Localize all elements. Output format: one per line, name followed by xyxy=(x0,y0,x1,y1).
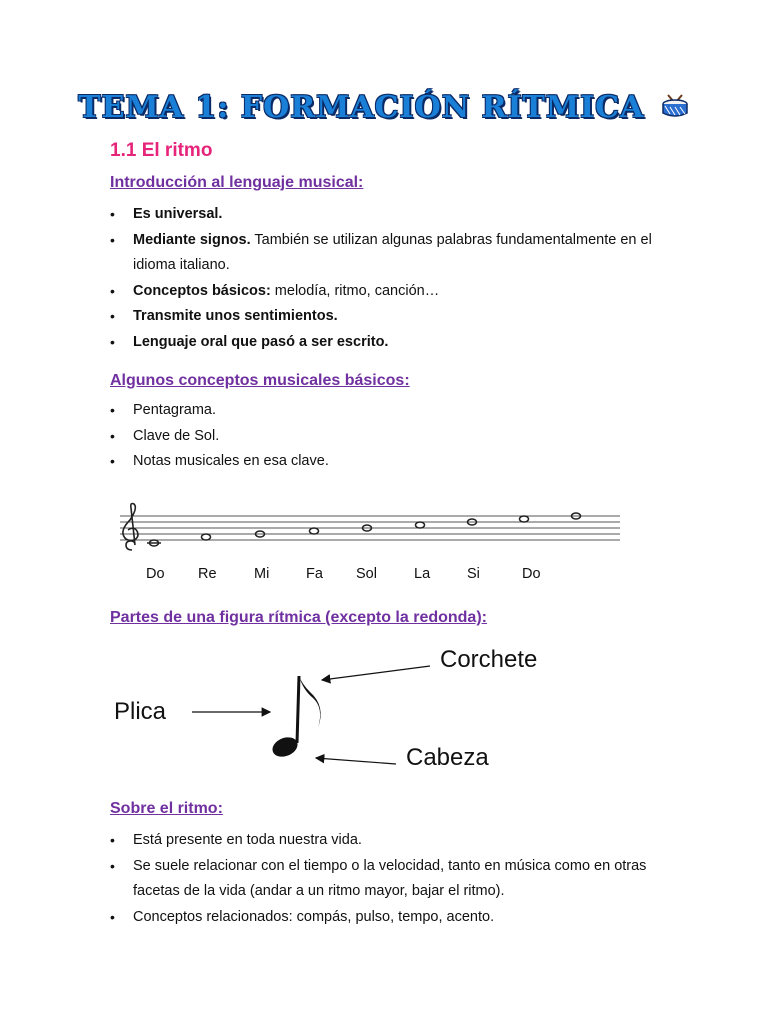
note-label: Sol xyxy=(356,566,377,582)
concepts-heading: Algunos conceptos musicales básicos: xyxy=(110,372,410,389)
note-names xyxy=(0,566,768,586)
page-title xyxy=(0,90,768,127)
rhythm-heading: Sobre el ritmo: xyxy=(110,800,223,817)
list-item: • Lenguaje oral que pasó a ser escrito. xyxy=(110,330,670,356)
list-item: • Transmite unos sentimientos. xyxy=(110,304,670,330)
list-item: • Mediante signos. También se utilizan algunas palabras fundamentalmente en el idioma italiano. xyxy=(110,228,670,279)
note-label: La xyxy=(414,566,431,582)
concepts-list xyxy=(110,398,670,475)
title-text: TEMA 1: FORMACIÓN RÍTMICA xyxy=(78,90,645,125)
flag-label: Corchete xyxy=(440,646,538,673)
section-heading: 1.1 El ritmo xyxy=(110,140,213,161)
list-item: • Conceptos básicos: melodía, ritmo, canción… xyxy=(110,279,670,305)
list-item: • Es universal. xyxy=(110,202,670,228)
parts-heading: Partes de una figura rítmica (excepto la redonda): xyxy=(110,609,487,626)
list-item: • Notas musicales en esa clave. xyxy=(110,449,670,475)
stem-label: Plica xyxy=(114,698,167,725)
drum-icon xyxy=(660,92,690,127)
list-item: • Conceptos relacionados: compás, pulso, tempo, acento. xyxy=(110,905,670,931)
note-label: Fa xyxy=(306,566,323,582)
list-item: • Pentagrama. xyxy=(110,398,670,424)
note-label: Mi xyxy=(254,566,270,582)
note-parts-diagram xyxy=(100,640,580,780)
note-label: Do xyxy=(522,566,541,582)
treble-clef-icon xyxy=(123,504,138,551)
rhythm-list xyxy=(110,828,670,930)
list-item: • Está presente en toda nuestra vida. xyxy=(110,828,670,854)
intro-list xyxy=(110,202,670,355)
note-label: Do xyxy=(146,566,165,582)
intro-heading: Introducción al lenguaje musical: xyxy=(110,174,364,191)
eighth-note-icon xyxy=(270,676,321,760)
head-label: Cabeza xyxy=(406,744,489,771)
list-item: • Clave de Sol. xyxy=(110,424,670,450)
note-label: Re xyxy=(198,566,217,582)
list-item: • Se suele relacionar con el tiempo o la velocidad, tanto en música como en otras facetas de la vida (andar a un ritmo mayor, bajar el ritmo). xyxy=(110,854,670,905)
note-label: Si xyxy=(467,566,480,582)
